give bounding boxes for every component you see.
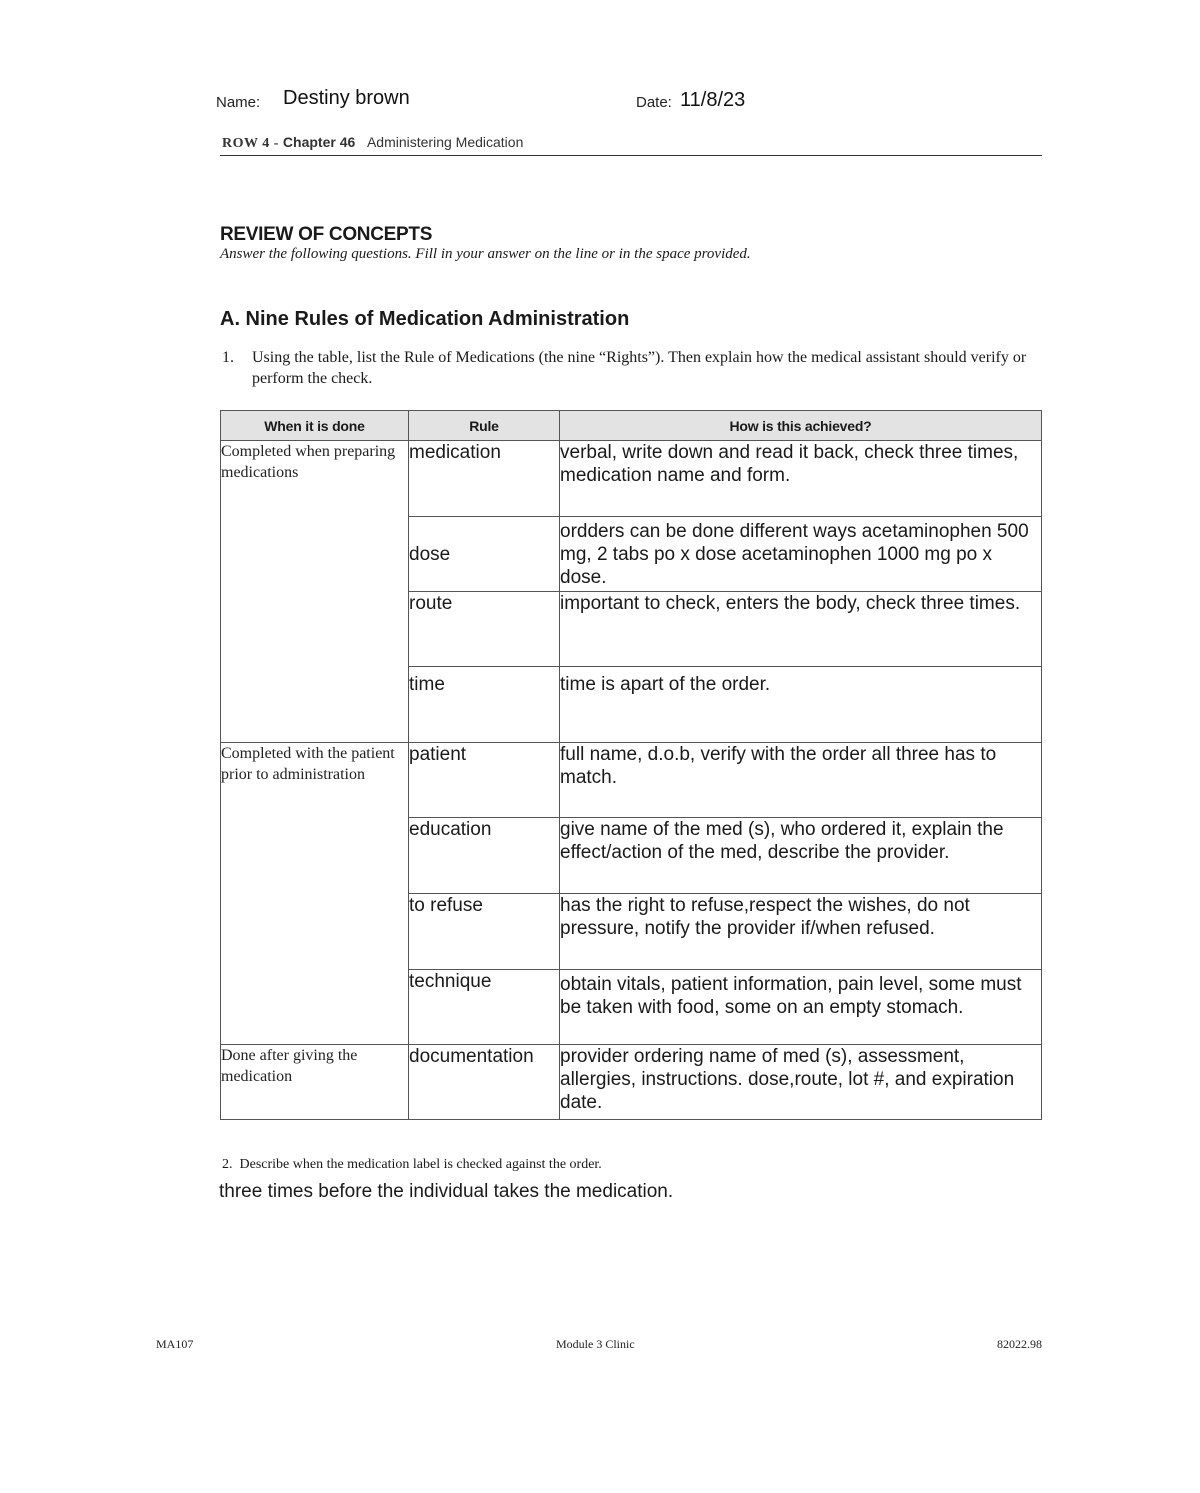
how-cell[interactable]: obtain vitals, patient information, pain level, some must be taken with food, some on an empty stomach. xyxy=(560,970,1042,1045)
table-row xyxy=(221,1045,1042,1120)
rule-cell[interactable]: time xyxy=(409,667,560,743)
table-header-row xyxy=(221,411,1042,441)
rule-cell[interactable]: dose xyxy=(409,517,560,592)
question-1-number: 1. xyxy=(222,349,234,366)
footer-doc-number: 82022.98 xyxy=(997,1337,1042,1351)
how-cell[interactable]: full name, d.o.b, verify with the order all three has to match. xyxy=(560,743,1042,818)
name-field[interactable]: Destiny brown xyxy=(283,87,410,109)
review-title: REVIEW OF CONCEPTS xyxy=(220,224,433,245)
header-rule xyxy=(220,155,1042,156)
column-header-how: How is this achieved? xyxy=(560,411,1042,441)
when-cell: Completed when preparing medications xyxy=(221,441,409,743)
review-instructions: Answer the following questions. Fill in your answer on the line or in the space provided. xyxy=(220,246,751,262)
rule-cell[interactable]: to refuse xyxy=(409,894,560,970)
rules-table xyxy=(220,410,1042,1120)
date-label: Date: xyxy=(636,94,672,111)
how-cell[interactable]: time is apart of the order. xyxy=(560,667,1042,743)
how-cell[interactable]: give name of the med (s), who ordered it, explain the effect/action of the med, describe the provider. xyxy=(560,818,1042,894)
question-2-answer[interactable]: three times before the individual takes the medication. xyxy=(219,1181,674,1202)
rule-cell[interactable]: education xyxy=(409,818,560,894)
question-2-number: 2. xyxy=(222,1157,233,1172)
how-cell[interactable]: important to check, enters the body, check three times. xyxy=(560,592,1042,667)
how-cell[interactable]: verbal, write down and read it back, check three times, medication name and form. xyxy=(560,441,1042,517)
question-1-text: Using the table, list the Rule of Medications (the nine “Rights”). Then explain how the medical assistant should verify or perform the check. xyxy=(252,349,1027,387)
section-a-title: A. Nine Rules of Medication Administration xyxy=(220,308,630,330)
footer-module: Module 3 Clinic xyxy=(556,1337,635,1351)
row-label: ROW 4 - xyxy=(222,136,283,151)
chapter-title: Administering Medication xyxy=(366,134,524,150)
how-cell[interactable]: provider ordering name of med (s), assessment, allergies, instructions. dose,route, lot #, and expiration date. xyxy=(560,1045,1042,1120)
when-cell: Done after giving the medication xyxy=(221,1045,409,1120)
date-field[interactable]: 11/8/23 xyxy=(680,89,746,111)
chapter-label: Chapter 46 xyxy=(282,134,356,150)
column-header-when: When it is done xyxy=(221,411,409,441)
rule-cell[interactable]: patient xyxy=(409,743,560,818)
footer-course-code: MA107 xyxy=(156,1337,194,1351)
rule-cell[interactable]: technique xyxy=(409,970,560,1045)
column-header-rule: Rule xyxy=(409,411,560,441)
rule-cell[interactable]: medication xyxy=(409,441,560,517)
table-row xyxy=(221,743,1042,818)
name-label: Name: xyxy=(216,94,261,111)
chapter-heading xyxy=(222,134,523,152)
rule-cell[interactable]: documentation xyxy=(409,1045,560,1120)
table-row xyxy=(221,441,1042,517)
question-2-text: Describe when the medication label is checked against the order. xyxy=(239,1157,602,1172)
when-cell: Completed with the patient prior to administration xyxy=(221,743,409,1045)
how-cell[interactable]: ordders can be done different ways acetaminophen 500 mg, 2 tabs po x dose acetaminophen 1000 mg po x dose. xyxy=(560,517,1042,592)
how-cell[interactable]: has the right to refuse,respect the wishes, do not pressure, notify the provider if/when refused. xyxy=(560,894,1042,970)
question-2 xyxy=(222,1157,602,1173)
rule-cell[interactable]: route xyxy=(409,592,560,667)
